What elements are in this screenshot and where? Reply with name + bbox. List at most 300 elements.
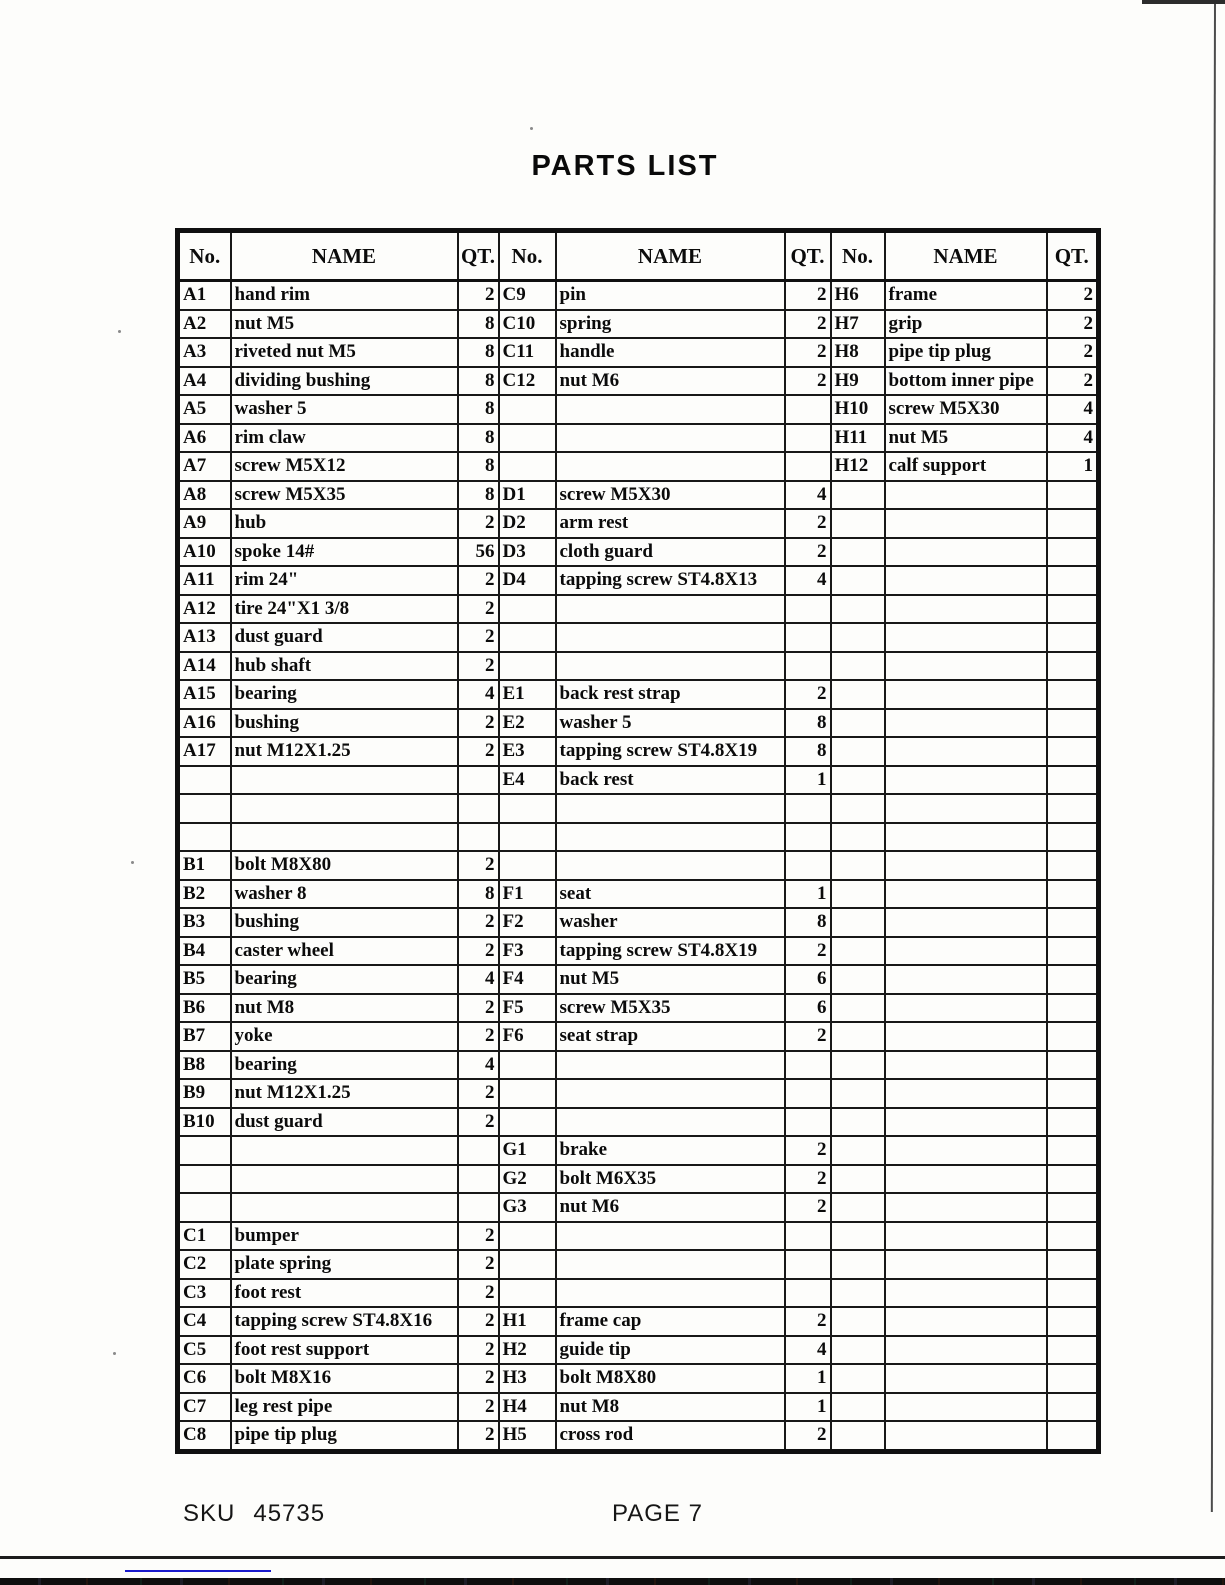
part-no-cell: B10: [178, 1108, 231, 1137]
part-qty-cell: 8: [458, 367, 499, 396]
part-no-cell: A2: [178, 310, 231, 339]
part-name-cell: [885, 1108, 1047, 1137]
table-row: [178, 1079, 1099, 1108]
part-no-cell: H5: [499, 1421, 556, 1451]
part-name-cell: [885, 937, 1047, 966]
part-no-cell: [499, 395, 556, 424]
part-qty-cell: 56: [458, 538, 499, 567]
part-no-cell: [831, 1165, 885, 1194]
part-name-cell: screw M5X35: [231, 481, 458, 510]
part-qty-cell: [1047, 1279, 1099, 1308]
part-name-cell: nut M8: [231, 994, 458, 1023]
part-no-cell: A7: [178, 452, 231, 481]
part-no-cell: [499, 652, 556, 681]
part-no-cell: A16: [178, 709, 231, 738]
part-name-cell: bolt M8X16: [231, 1364, 458, 1393]
part-qty-cell: [785, 1222, 831, 1251]
part-no-cell: H2: [499, 1336, 556, 1365]
part-name-cell: [885, 1279, 1047, 1308]
part-name-cell: bearing: [231, 965, 458, 994]
part-no-cell: [831, 994, 885, 1023]
part-qty-cell: [1047, 595, 1099, 624]
part-qty-cell: 2: [785, 538, 831, 567]
part-no-cell: [831, 908, 885, 937]
part-name-cell: spoke 14#: [231, 538, 458, 567]
part-name-cell: [885, 737, 1047, 766]
part-qty-cell: 8: [785, 709, 831, 738]
part-qty-cell: 2: [458, 281, 499, 310]
footer-page-number: PAGE 7: [612, 1500, 703, 1527]
part-name-cell: [556, 424, 785, 453]
part-qty-cell: [1047, 994, 1099, 1023]
part-qty-cell: 1: [1047, 452, 1099, 481]
part-name-cell: [556, 851, 785, 880]
table-row: [178, 937, 1099, 966]
part-name-cell: nut M5: [885, 424, 1047, 453]
part-name-cell: frame cap: [556, 1307, 785, 1336]
part-name-cell: tapping screw ST4.8X16: [231, 1307, 458, 1336]
part-name-cell: [556, 623, 785, 652]
part-qty-cell: [1047, 965, 1099, 994]
part-name-cell: seat strap: [556, 1022, 785, 1051]
part-name-cell: [885, 1364, 1047, 1393]
part-no-cell: [831, 1079, 885, 1108]
part-no-cell: B5: [178, 965, 231, 994]
part-no-cell: [831, 509, 885, 538]
part-name-cell: caster wheel: [231, 937, 458, 966]
part-name-cell: [885, 794, 1047, 823]
part-no-cell: [831, 709, 885, 738]
part-no-cell: B3: [178, 908, 231, 937]
part-qty-cell: [785, 595, 831, 624]
part-name-cell: washer 5: [556, 709, 785, 738]
part-no-cell: F6: [499, 1022, 556, 1051]
part-no-cell: [831, 1307, 885, 1336]
table-row: [178, 1393, 1099, 1422]
table-row: [178, 1022, 1099, 1051]
part-qty-cell: 2: [458, 1421, 499, 1451]
header-qty-3: QT.: [1047, 231, 1099, 281]
part-name-cell: hub: [231, 509, 458, 538]
scan-speck: [131, 861, 134, 864]
part-name-cell: tire 24"X1 3/8: [231, 595, 458, 624]
part-no-cell: [499, 1279, 556, 1308]
part-qty-cell: [1047, 1250, 1099, 1279]
part-no-cell: [831, 1108, 885, 1137]
part-qty-cell: 2: [458, 1336, 499, 1365]
part-no-cell: H6: [831, 281, 885, 310]
part-no-cell: F2: [499, 908, 556, 937]
scan-bottom-rule: [0, 1556, 1225, 1559]
part-qty-cell: 4: [458, 680, 499, 709]
part-qty-cell: [458, 1165, 499, 1194]
table-row: [178, 1165, 1099, 1194]
part-name-cell: [556, 1051, 785, 1080]
part-qty-cell: 4: [785, 566, 831, 595]
part-name-cell: [885, 1421, 1047, 1451]
part-no-cell: [499, 823, 556, 852]
parts-table-body: [178, 281, 1099, 1452]
table-row: [178, 794, 1099, 823]
part-name-cell: [231, 823, 458, 852]
part-qty-cell: [458, 1136, 499, 1165]
part-no-cell: H7: [831, 310, 885, 339]
part-no-cell: B2: [178, 880, 231, 909]
table-row: [178, 1193, 1099, 1222]
header-name-1: NAME: [231, 231, 458, 281]
table-row: [178, 737, 1099, 766]
part-name-cell: calf support: [885, 452, 1047, 481]
part-name-cell: cloth guard: [556, 538, 785, 567]
part-no-cell: H10: [831, 395, 885, 424]
part-no-cell: [831, 794, 885, 823]
part-name-cell: [885, 766, 1047, 795]
part-no-cell: [831, 1336, 885, 1365]
scan-blue-underline: [125, 1570, 271, 1572]
part-name-cell: washer 8: [231, 880, 458, 909]
part-no-cell: [499, 623, 556, 652]
part-qty-cell: 2: [785, 680, 831, 709]
table-row: [178, 310, 1099, 339]
part-qty-cell: [1047, 538, 1099, 567]
part-qty-cell: 2: [785, 281, 831, 310]
part-no-cell: A13: [178, 623, 231, 652]
part-no-cell: E2: [499, 709, 556, 738]
part-no-cell: [831, 1250, 885, 1279]
table-row: [178, 566, 1099, 595]
part-no-cell: C5: [178, 1336, 231, 1365]
header-name-2: NAME: [556, 231, 785, 281]
part-qty-cell: [1047, 680, 1099, 709]
part-name-cell: [885, 965, 1047, 994]
part-name-cell: handle: [556, 338, 785, 367]
part-qty-cell: [1047, 908, 1099, 937]
part-name-cell: bolt M8X80: [556, 1364, 785, 1393]
part-name-cell: [885, 1393, 1047, 1422]
part-qty-cell: 2: [785, 1136, 831, 1165]
part-no-cell: [831, 1222, 885, 1251]
table-row: [178, 1307, 1099, 1336]
sku-value: 45735: [253, 1500, 326, 1527]
part-name-cell: hand rim: [231, 281, 458, 310]
part-name-cell: [885, 1336, 1047, 1365]
part-qty-cell: [458, 823, 499, 852]
part-no-cell: C7: [178, 1393, 231, 1422]
part-name-cell: tapping screw ST4.8X13: [556, 566, 785, 595]
part-qty-cell: 8: [458, 338, 499, 367]
part-qty-cell: [1047, 1165, 1099, 1194]
part-no-cell: [831, 1364, 885, 1393]
part-no-cell: [831, 851, 885, 880]
part-name-cell: nut M12X1.25: [231, 1079, 458, 1108]
part-no-cell: [178, 1165, 231, 1194]
table-row: [178, 709, 1099, 738]
part-qty-cell: [785, 424, 831, 453]
part-name-cell: bolt M8X80: [231, 851, 458, 880]
part-no-cell: [499, 595, 556, 624]
part-qty-cell: [1047, 509, 1099, 538]
part-name-cell: washer: [556, 908, 785, 937]
part-name-cell: rim claw: [231, 424, 458, 453]
part-name-cell: [556, 1222, 785, 1251]
part-qty-cell: 2: [458, 1279, 499, 1308]
part-name-cell: [231, 1136, 458, 1165]
part-name-cell: grip: [885, 310, 1047, 339]
part-qty-cell: [1047, 1307, 1099, 1336]
part-qty-cell: [1047, 1136, 1099, 1165]
scan-bottom-band: [0, 1578, 1225, 1585]
part-name-cell: seat: [556, 880, 785, 909]
part-qty-cell: 2: [785, 1193, 831, 1222]
part-qty-cell: 2: [458, 1079, 499, 1108]
part-name-cell: [885, 1136, 1047, 1165]
table-row: [178, 1279, 1099, 1308]
part-no-cell: A3: [178, 338, 231, 367]
table-row: [178, 367, 1099, 396]
part-name-cell: [231, 794, 458, 823]
parts-table: [175, 228, 1101, 1454]
part-no-cell: [499, 851, 556, 880]
part-name-cell: [885, 481, 1047, 510]
part-no-cell: C11: [499, 338, 556, 367]
part-name-cell: leg rest pipe: [231, 1393, 458, 1422]
part-qty-cell: 4: [1047, 424, 1099, 453]
part-no-cell: E4: [499, 766, 556, 795]
part-no-cell: [831, 623, 885, 652]
part-no-cell: B9: [178, 1079, 231, 1108]
part-no-cell: H9: [831, 367, 885, 396]
table-row: [178, 766, 1099, 795]
part-qty-cell: [785, 851, 831, 880]
header-no-3: No.: [831, 231, 885, 281]
part-no-cell: [499, 794, 556, 823]
part-no-cell: D4: [499, 566, 556, 595]
part-name-cell: foot rest: [231, 1279, 458, 1308]
part-name-cell: arm rest: [556, 509, 785, 538]
part-qty-cell: [785, 1051, 831, 1080]
sku-label: SKU: [183, 1500, 236, 1527]
part-name-cell: [885, 509, 1047, 538]
part-qty-cell: 8: [785, 908, 831, 937]
part-name-cell: [556, 823, 785, 852]
part-name-cell: [885, 851, 1047, 880]
part-no-cell: C1: [178, 1222, 231, 1251]
scan-speck: [113, 1352, 116, 1355]
part-qty-cell: 4: [785, 1336, 831, 1365]
part-name-cell: [885, 1079, 1047, 1108]
part-qty-cell: [785, 395, 831, 424]
header-no-1: No.: [178, 231, 231, 281]
part-qty-cell: [1047, 1022, 1099, 1051]
part-no-cell: [178, 766, 231, 795]
part-qty-cell: [1047, 1051, 1099, 1080]
part-qty-cell: 2: [458, 994, 499, 1023]
part-qty-cell: 2: [458, 652, 499, 681]
part-no-cell: B7: [178, 1022, 231, 1051]
part-qty-cell: 2: [458, 623, 499, 652]
part-name-cell: [231, 766, 458, 795]
part-name-cell: [556, 595, 785, 624]
scan-corner-smudge: [1142, 0, 1225, 4]
part-name-cell: [885, 880, 1047, 909]
part-no-cell: [831, 1193, 885, 1222]
part-qty-cell: 1: [785, 1393, 831, 1422]
part-qty-cell: 2: [785, 1022, 831, 1051]
header-row: [178, 231, 1099, 281]
part-qty-cell: 2: [458, 1393, 499, 1422]
part-qty-cell: 4: [1047, 395, 1099, 424]
part-name-cell: guide tip: [556, 1336, 785, 1365]
part-qty-cell: 2: [458, 1307, 499, 1336]
part-qty-cell: [1047, 623, 1099, 652]
part-qty-cell: [1047, 880, 1099, 909]
part-qty-cell: [1047, 794, 1099, 823]
part-name-cell: nut M6: [556, 1193, 785, 1222]
part-no-cell: H8: [831, 338, 885, 367]
part-no-cell: B8: [178, 1051, 231, 1080]
part-qty-cell: 1: [785, 766, 831, 795]
part-name-cell: [885, 566, 1047, 595]
header-no-2: No.: [499, 231, 556, 281]
part-no-cell: [499, 424, 556, 453]
part-no-cell: F3: [499, 937, 556, 966]
part-qty-cell: [1047, 566, 1099, 595]
part-no-cell: [178, 1193, 231, 1222]
part-name-cell: pin: [556, 281, 785, 310]
part-qty-cell: 4: [458, 1051, 499, 1080]
part-name-cell: [556, 1279, 785, 1308]
part-no-cell: A9: [178, 509, 231, 538]
part-qty-cell: 8: [785, 737, 831, 766]
part-qty-cell: 8: [458, 424, 499, 453]
part-name-cell: tapping screw ST4.8X19: [556, 937, 785, 966]
part-no-cell: C3: [178, 1279, 231, 1308]
part-no-cell: [831, 652, 885, 681]
part-name-cell: bearing: [231, 1051, 458, 1080]
part-qty-cell: [1047, 823, 1099, 852]
part-no-cell: G3: [499, 1193, 556, 1222]
part-qty-cell: 6: [785, 965, 831, 994]
part-no-cell: [831, 880, 885, 909]
part-qty-cell: 2: [458, 908, 499, 937]
part-no-cell: A17: [178, 737, 231, 766]
part-qty-cell: 2: [458, 1250, 499, 1279]
part-name-cell: bottom inner pipe: [885, 367, 1047, 396]
part-no-cell: G2: [499, 1165, 556, 1194]
part-name-cell: screw M5X30: [885, 395, 1047, 424]
table-row: [178, 1364, 1099, 1393]
part-no-cell: G1: [499, 1136, 556, 1165]
part-name-cell: [885, 1193, 1047, 1222]
part-no-cell: [831, 680, 885, 709]
part-name-cell: [885, 1250, 1047, 1279]
part-qty-cell: [1047, 652, 1099, 681]
part-no-cell: D3: [499, 538, 556, 567]
part-name-cell: frame: [885, 281, 1047, 310]
part-name-cell: back rest: [556, 766, 785, 795]
table-row: [178, 595, 1099, 624]
part-no-cell: C2: [178, 1250, 231, 1279]
part-no-cell: [499, 1079, 556, 1108]
scan-speck: [118, 330, 121, 333]
table-row: [178, 1336, 1099, 1365]
part-name-cell: [231, 1193, 458, 1222]
table-row: [178, 424, 1099, 453]
part-qty-cell: 2: [458, 1222, 499, 1251]
part-qty-cell: 2: [458, 1108, 499, 1137]
part-qty-cell: 2: [458, 851, 499, 880]
part-name-cell: [556, 1108, 785, 1137]
table-row: [178, 1136, 1099, 1165]
table-row: [178, 965, 1099, 994]
part-qty-cell: 8: [458, 880, 499, 909]
part-no-cell: [499, 1222, 556, 1251]
part-no-cell: [831, 481, 885, 510]
part-no-cell: [831, 937, 885, 966]
part-name-cell: dividing bushing: [231, 367, 458, 396]
part-no-cell: A15: [178, 680, 231, 709]
part-qty-cell: [1047, 851, 1099, 880]
table-row: [178, 1051, 1099, 1080]
part-qty-cell: 8: [458, 395, 499, 424]
part-name-cell: [885, 623, 1047, 652]
part-no-cell: C10: [499, 310, 556, 339]
footer-sku: [183, 1500, 325, 1528]
part-name-cell: [885, 680, 1047, 709]
part-no-cell: H11: [831, 424, 885, 453]
part-no-cell: [831, 1136, 885, 1165]
part-name-cell: bushing: [231, 908, 458, 937]
part-qty-cell: [1047, 937, 1099, 966]
part-no-cell: E1: [499, 680, 556, 709]
part-no-cell: [499, 1108, 556, 1137]
part-qty-cell: [458, 1193, 499, 1222]
part-qty-cell: 2: [785, 937, 831, 966]
table-row: [178, 452, 1099, 481]
part-name-cell: nut M6: [556, 367, 785, 396]
part-qty-cell: 2: [458, 509, 499, 538]
part-no-cell: A14: [178, 652, 231, 681]
part-name-cell: hub shaft: [231, 652, 458, 681]
part-no-cell: [831, 1393, 885, 1422]
table-row: [178, 1250, 1099, 1279]
header-qty-1: QT.: [458, 231, 499, 281]
part-name-cell: brake: [556, 1136, 785, 1165]
part-qty-cell: 8: [458, 310, 499, 339]
part-name-cell: foot rest support: [231, 1336, 458, 1365]
part-name-cell: [556, 452, 785, 481]
part-name-cell: bumper: [231, 1222, 458, 1251]
table-row: [178, 338, 1099, 367]
part-qty-cell: [1047, 1193, 1099, 1222]
part-name-cell: [556, 652, 785, 681]
part-name-cell: pipe tip plug: [885, 338, 1047, 367]
part-no-cell: D1: [499, 481, 556, 510]
table-row: [178, 680, 1099, 709]
part-qty-cell: [785, 794, 831, 823]
part-no-cell: [831, 1051, 885, 1080]
part-qty-cell: [785, 1250, 831, 1279]
part-qty-cell: [1047, 1079, 1099, 1108]
part-no-cell: B4: [178, 937, 231, 966]
part-no-cell: A11: [178, 566, 231, 595]
part-no-cell: A6: [178, 424, 231, 453]
table-row: [178, 1108, 1099, 1137]
part-qty-cell: 2: [785, 1307, 831, 1336]
part-qty-cell: 8: [458, 452, 499, 481]
part-name-cell: dust guard: [231, 1108, 458, 1137]
part-name-cell: yoke: [231, 1022, 458, 1051]
